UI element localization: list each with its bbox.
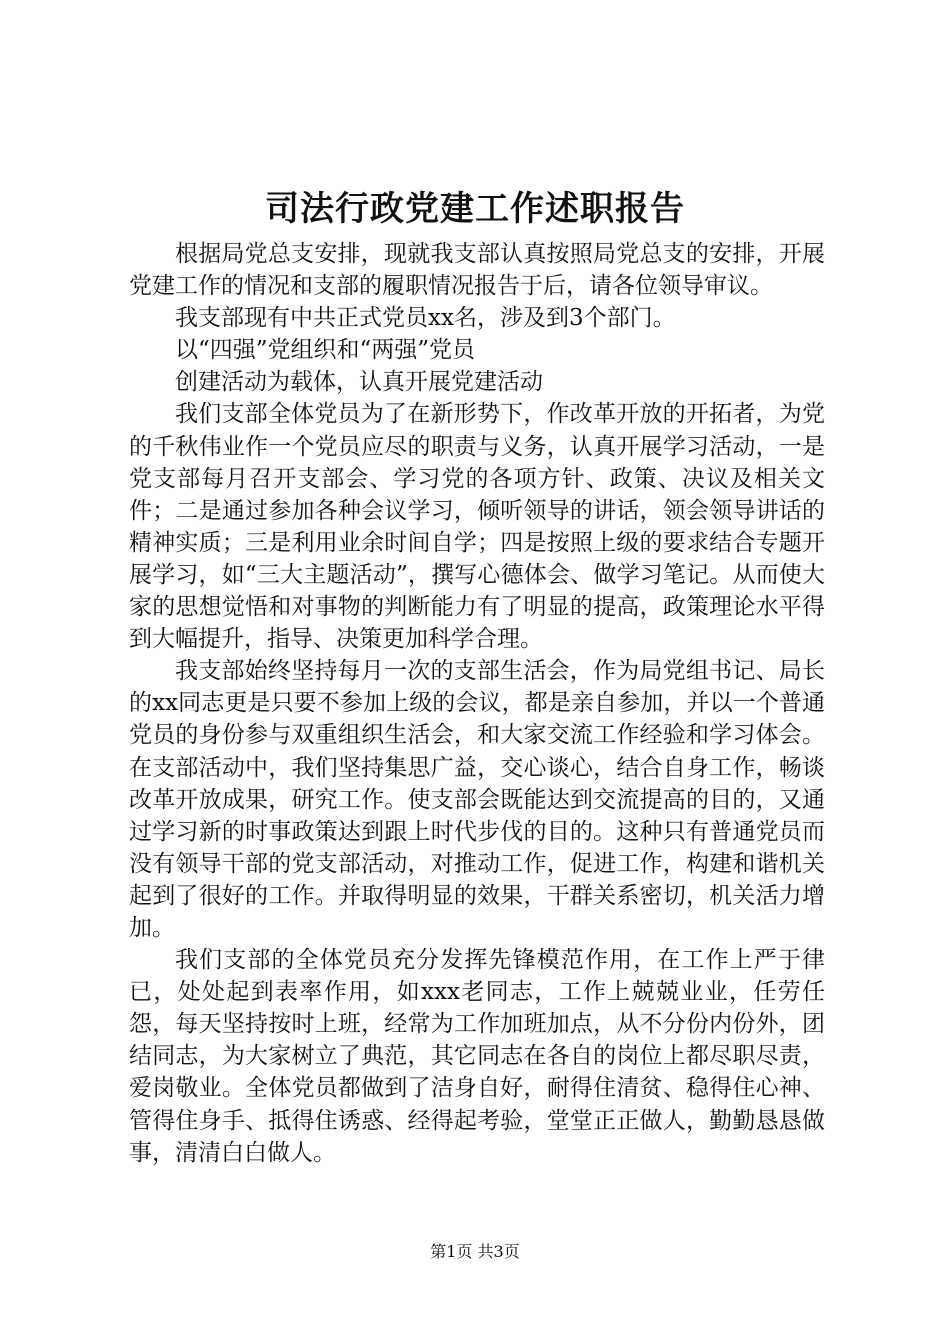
document-body bbox=[129, 238, 825, 1169]
paragraph: 根据局党总支安排，现就我支部认真按照局党总支的安排，开展党建工作的情况和支部的履职情况报告于后，请各位领导审议。 bbox=[129, 241, 825, 300]
paragraph: 创建活动为载体，认真开展党建活动 bbox=[175, 369, 543, 396]
paragraph: 我支部始终坚持每月一次的支部生活会，作为局党组书记、局长的xx同志更是只要不参加上级的会议，都是亲自参加，并以一个普通党员的身份参与双重组织生活会，和大家交流工作经验和学习体会。在支部活动中，我们坚持集思广益，交心谈心，结合自身工作，畅谈改革开放成果，研究工作。使支部会既能达到交流提高的目的，又通过学习新的时事政策达到跟上时代步伐的目的。这种只有普通党员而没有领导干部的党支部活动，对推动工作，促进工作，构建和谐机关起到了很好的工作。并取得明显的效果，干群关系密切，机关活力增加。 bbox=[129, 658, 825, 941]
paragraph: 以“四强”党组织和“两强”党员 bbox=[175, 337, 476, 364]
page-number-footer: 第1页 共3页 bbox=[430, 1242, 520, 1261]
document-title: 司法行政党建工作述职报告 bbox=[265, 189, 685, 229]
paragraph: 我支部现有中共正式党员xx名，涉及到3个部门。 bbox=[175, 305, 676, 332]
paragraph: 我们支部全体党员为了在新形势下，作改革开放的开拓者，为党的千秋伟业作一个党员应尽的职责与义务，认真开展学习活动，一是党支部每月召开支部会、学习党的各项方针、政策、决议及相关文件；二是通过参加各种会议学习，倾听领导的讲话，领会领导讲话的精神实质；三是利用业余时间自学；四是按照上级的要求结合专题开展学习，如“三大主题活动”，撰写心德体会、做学习笔记。从而使大家的思想觉悟和对事物的判断能力有了明显的提高，政策理论水平得到大幅提升，指导、决策更加科学合理。 bbox=[129, 401, 825, 653]
paragraph: 我们支部的全体党员充分发挥先锋模范作用，在工作上严于律已，处处起到表率作用，如xxx老同志，工作上兢兢业业，任劳任怨，每天坚持按时上班，经常为工作加班加点，从不分份内份外，团结同志，为大家树立了典范，其它同志在各自的岗位上都尽职尽责，爱岗敬业。全体党员都做到了洁身自好，耐得住清贫、稳得住心神、管得住身手、抵得住诱惑、经得起考验，堂堂正正做人，勤勤恳恳做事，清清白白做人。 bbox=[129, 947, 825, 1166]
